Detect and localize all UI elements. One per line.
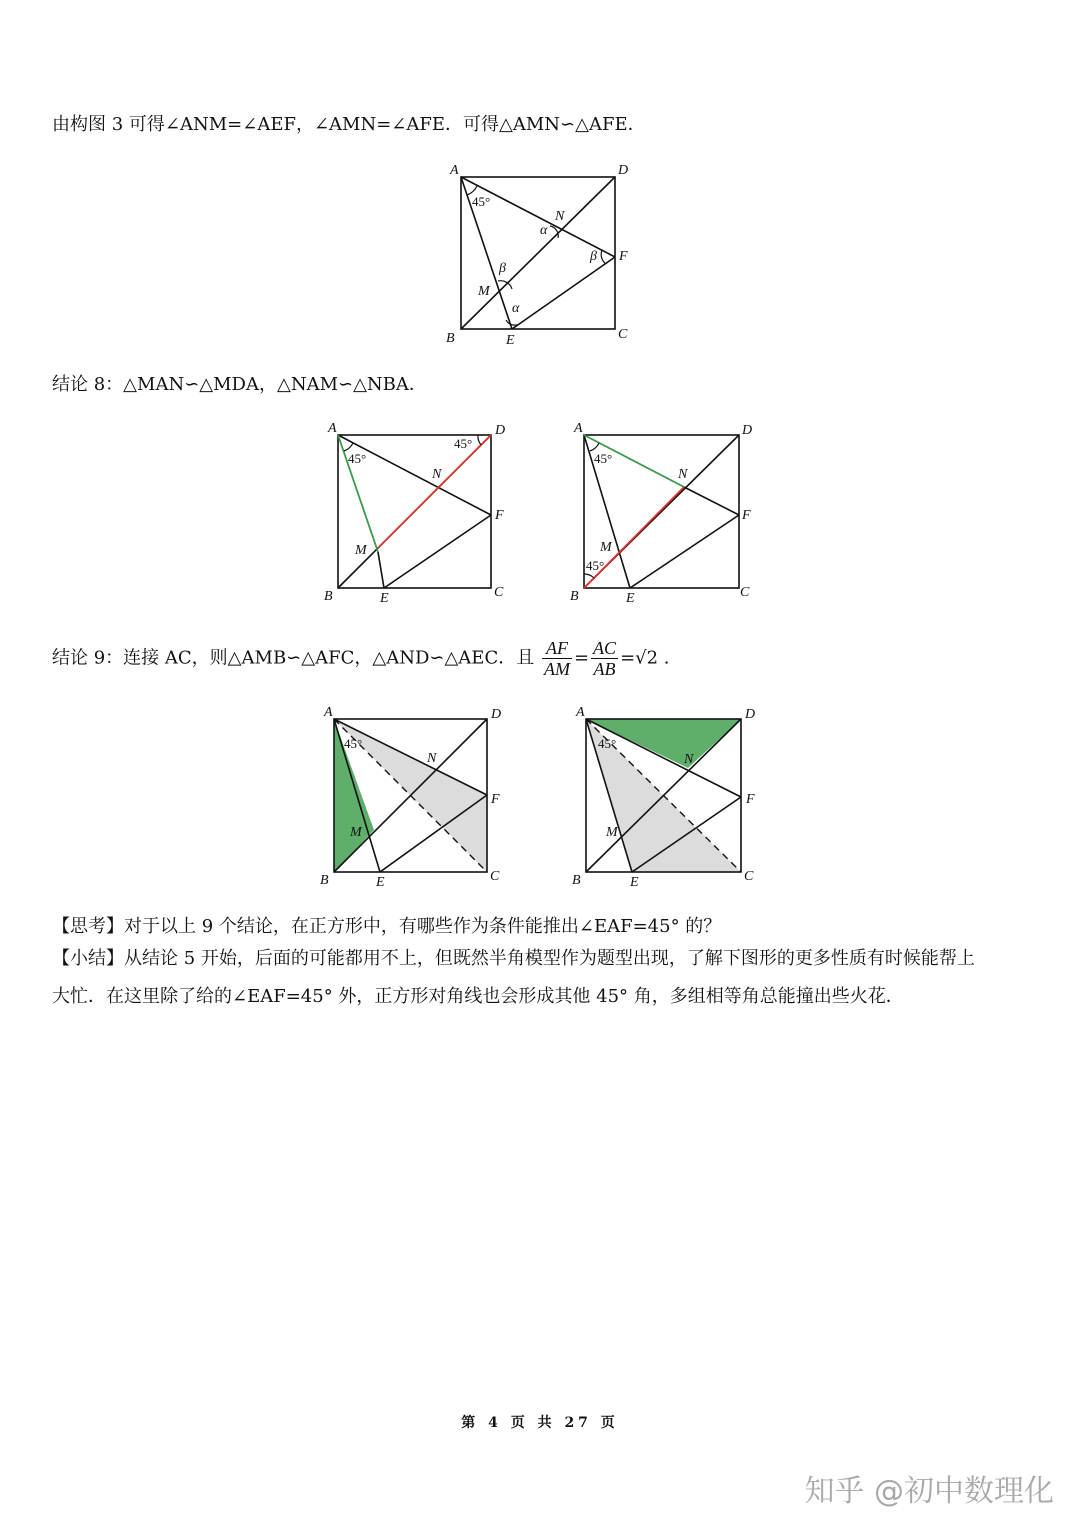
label-F: F [491,792,500,807]
figure-square-angles [440,160,640,350]
figure-conclusion8-left [318,418,518,608]
label-D: D [745,707,756,722]
frac2-num: AC [593,638,617,658]
label-N: N [427,751,437,766]
label-E: E [380,591,389,606]
label-C: C [740,585,750,600]
label-C: C [490,869,500,884]
label-B: B [320,873,329,888]
label-alpha-2: α [512,301,520,316]
label-E: E [630,875,639,890]
label-45-B: 45° [586,558,605,573]
label-F: F [746,792,755,807]
label-B: B [324,589,333,604]
label-45: 45° [348,451,367,466]
page-footer: 第 4 页 共 27 页 [461,1415,619,1431]
label-D: D [618,163,629,178]
label-B: B [446,331,455,346]
fraction-af-am [542,638,572,679]
summary-line-2: 大忙．在这里除了给的∠EAF=45° 外，正方形对角线也会形成其他 45° 角，多组相等角总能撞出些火花． [52,986,904,1007]
label-F: F [619,249,628,264]
label-A: A [324,705,333,720]
think-line: 【思考】对于以上 9 个结论，在正方形中，有哪些作为条件能推出∠EAF=45° 的？ [52,916,722,937]
label-N: N [555,209,565,224]
watermark: 知乎 @初中数理化 [804,1474,1054,1509]
label-A: A [328,421,337,436]
frac2-den: AB [593,659,616,679]
label-beta-2: β [590,249,597,264]
label-D: D [742,423,753,438]
label-M: M [478,284,490,299]
label-N: N [432,467,442,482]
label-F: F [742,508,751,523]
fraction-ac-ab [591,638,618,679]
label-E: E [506,333,515,348]
label-M: M [355,543,367,558]
conclusion-8: 结论 8：△MAN∽△MDA，△NAM∽△NBA． [52,374,427,395]
label-B: B [572,873,581,888]
label-C: C [618,327,628,342]
conclusion-9: 结论 9：连接 AC，则△AMB∽△AFC，△AND∽△AEC．且 $\frac{AF}{AM}$ = $\frac{AC}{AB}$ =√2 . [52,638,670,679]
frac1-den: AM [543,659,570,679]
label-alpha-1: α [540,223,548,238]
label-F: F [495,508,504,523]
label-A: A [574,421,583,436]
summary-line-1: 【小结】从结论 5 开始，后面的可能都用不上，但既然半角模型作为题型出现，了解下图形的更多性质有时候能帮上 [52,948,975,969]
label-N: N [678,467,688,482]
label-45: 45° [594,451,613,466]
label-45: 45° [598,736,617,751]
label-beta-1: β [499,261,506,276]
label-C: C [744,869,754,884]
label-45: 45° [472,194,491,209]
label-M: M [350,825,362,840]
label-45: 45° [344,736,363,751]
label-C: C [494,585,504,600]
label-A: A [450,163,459,178]
label-D: D [495,423,506,438]
text-line-1: 由构图 3 可得∠ANM=∠AEF，∠AMN=∠AFE．可得△AMN∽△AFE． [52,114,646,135]
label-N: N [684,752,694,767]
label-D: D [491,707,502,722]
label-M: M [600,540,612,555]
sqrt-two: =√2 . [620,647,670,669]
label-B: B [570,589,579,604]
frac1-num: AF [542,638,572,659]
label-45-D: 45° [454,436,473,451]
figure-conclusion8-right [564,418,764,608]
figure-conclusion9-left [314,702,514,892]
label-A: A [576,705,585,720]
label-E: E [626,591,635,606]
figure-conclusion9-right [566,702,766,892]
label-M: M [606,825,618,840]
conclusion-9-text: 结论 9：连接 AC，则△AMB∽△AFC，△AND∽△AEC．且 [52,647,535,669]
label-E: E [376,875,385,890]
